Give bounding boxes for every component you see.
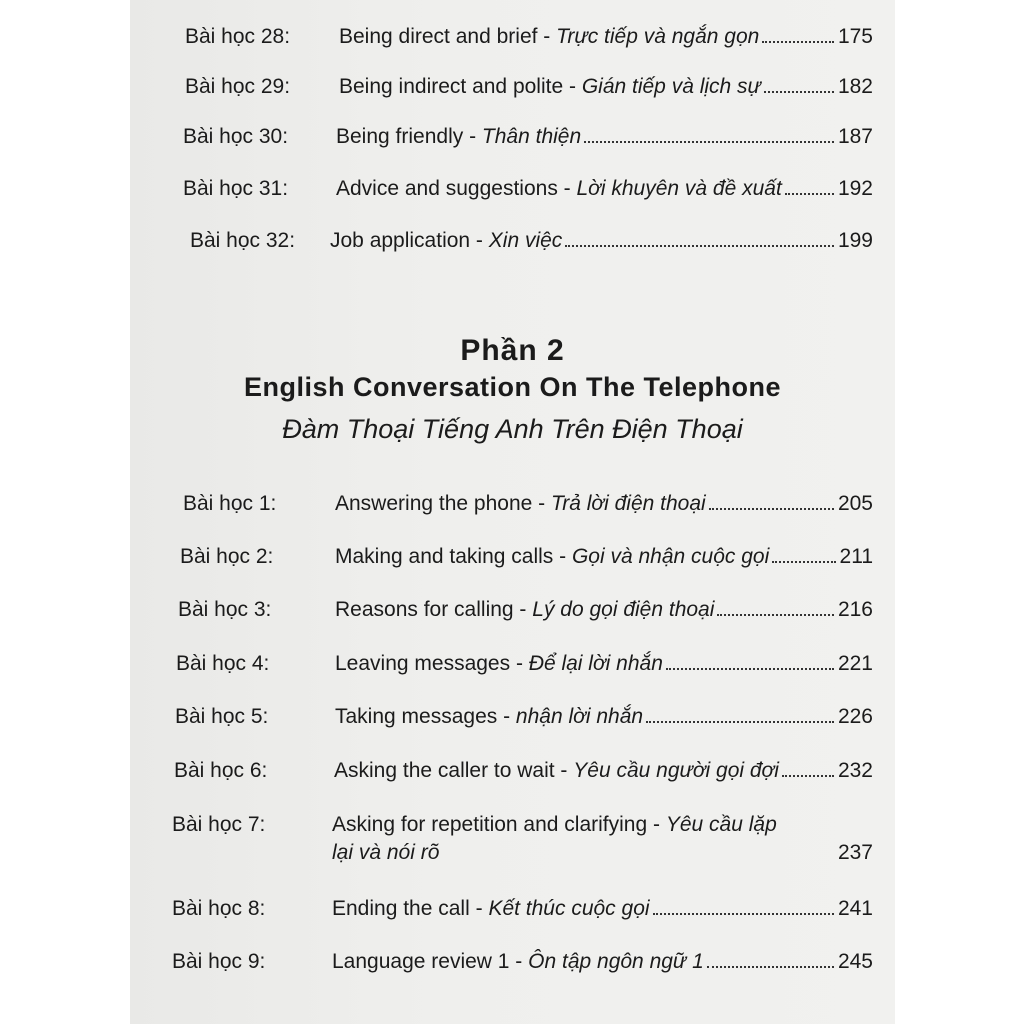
lesson-title-vietnamese: Lời khuyên và đề xuất — [576, 177, 782, 200]
dot-leader — [584, 141, 834, 143]
page-number: 245 — [837, 950, 873, 973]
lesson-label: Bài học 4: — [176, 652, 270, 675]
lesson-title-english: Advice and suggestions - — [336, 177, 577, 200]
lesson-title-english: Asking for repetition and clarifying - — [332, 813, 666, 836]
page-number: 237 — [837, 841, 873, 864]
page-number: 226 — [837, 705, 873, 728]
toc-entry — [185, 75, 873, 99]
page-number: 182 — [837, 75, 873, 98]
toc-entry — [175, 705, 873, 729]
dot-leader — [707, 966, 834, 968]
lesson-title-english: Ending the call - — [332, 897, 489, 920]
lesson-title-vietnamese: Xin việc — [488, 229, 563, 252]
toc-entry — [180, 545, 873, 569]
toc-entry — [172, 897, 873, 921]
toc-entry — [172, 950, 873, 974]
page-number: 216 — [837, 598, 873, 621]
lesson-label: Bài học 1: — [183, 492, 277, 515]
dot-leader — [772, 561, 835, 563]
lesson-title-vietnamese: Để lại lời nhắn — [528, 652, 663, 675]
lesson-title-english: Answering the phone - — [335, 492, 551, 515]
lesson-title-english: Making and taking calls - — [335, 545, 572, 568]
lesson-label: Bài học 3: — [178, 598, 272, 621]
lesson-label: Bài học 6: — [174, 759, 268, 782]
lesson-title-vietnamese: Lý do gọi điện thoại — [532, 598, 715, 621]
lesson-label: Bài học 7: — [172, 813, 266, 836]
toc-entry — [190, 229, 873, 253]
dot-leader — [782, 775, 834, 777]
lesson-title-english: Job application - — [330, 229, 489, 252]
page-number: 187 — [837, 125, 873, 148]
lesson-title-english: Being friendly - — [336, 125, 482, 148]
dot-leader — [764, 91, 834, 93]
lesson-label: Bài học 5: — [175, 705, 269, 728]
page-number: 175 — [837, 25, 873, 48]
lesson-label: Bài học 9: — [172, 950, 266, 973]
dot-leader — [646, 721, 834, 723]
lesson-label: Bài học 32: — [190, 229, 296, 252]
dot-leader — [666, 668, 834, 670]
lesson-title-english: Language review 1 - — [332, 950, 529, 973]
part-title-vietnamese: Đàm Thoại Tiếng Anh Trên Điện Thoại — [282, 414, 743, 444]
lesson-label: Bài học 8: — [172, 897, 266, 920]
toc-entry — [183, 492, 873, 516]
lesson-title-vietnamese: Gọi và nhận cuộc gọi — [571, 545, 770, 568]
toc-entry — [174, 759, 873, 783]
toc-entry — [176, 652, 873, 676]
lesson-title-vietnamese: nhận lời nhắn — [515, 705, 644, 728]
part-number-heading: Phần 2 — [460, 334, 565, 367]
toc-entry — [183, 177, 873, 201]
lesson-title-vietnamese: Yêu cầu lặp — [665, 813, 777, 836]
lesson-title-vietnamese: Gián tiếp và lịch sự — [581, 75, 761, 98]
lesson-title-english: Taking messages - — [335, 705, 516, 728]
part-title-english: English Conversation On The Telephone — [243, 372, 782, 402]
lesson-title-vietnamese: Trực tiếp và ngắn gọn — [556, 25, 760, 48]
lesson-title-english: Asking the caller to wait - — [334, 759, 574, 782]
toc-entry — [178, 598, 873, 622]
lesson-label: Bài học 30: — [183, 125, 289, 148]
lesson-label: Bài học 29: — [185, 75, 291, 98]
page-number: 205 — [837, 492, 873, 515]
lesson-label: Bài học 28: — [185, 25, 291, 48]
lesson-label: Bài học 31: — [183, 177, 289, 200]
lesson-label: Bài học 2: — [180, 545, 274, 568]
toc-entry — [183, 125, 873, 149]
dot-leader — [709, 508, 834, 510]
lesson-title-vietnamese: Thân thiện — [481, 125, 582, 148]
lesson-title-vietnamese: Kết thúc cuộc gọi — [488, 897, 650, 920]
lesson-title-english: Being direct and brief - — [339, 25, 557, 48]
page-number: 221 — [837, 652, 873, 675]
page-number: 192 — [837, 177, 873, 200]
page-number: 199 — [837, 229, 873, 252]
page-number: 241 — [837, 897, 873, 920]
lesson-title-vietnamese: Trả lời điện thoại — [550, 492, 706, 515]
toc-entry — [172, 813, 873, 865]
lesson-title-english: Leaving messages - — [335, 652, 529, 675]
lesson-title-vietnamese: Yêu cầu người gọi đợi — [573, 759, 779, 782]
lesson-title-vietnamese: Ôn tập ngôn ngữ 1 — [528, 950, 704, 973]
lesson-title-english: Reasons for calling - — [335, 598, 533, 621]
dot-leader — [785, 193, 834, 195]
dot-leader — [653, 913, 834, 915]
page-number: 232 — [837, 759, 873, 782]
lesson-title-english: Being indirect and polite - — [339, 75, 582, 98]
toc-entry — [185, 25, 873, 49]
lesson-title-vietnamese-cont: lại và nói rõ — [332, 841, 440, 864]
dot-leader — [565, 245, 834, 247]
page-number: 211 — [839, 545, 873, 568]
dot-leader — [762, 41, 834, 43]
dot-leader — [717, 614, 834, 616]
